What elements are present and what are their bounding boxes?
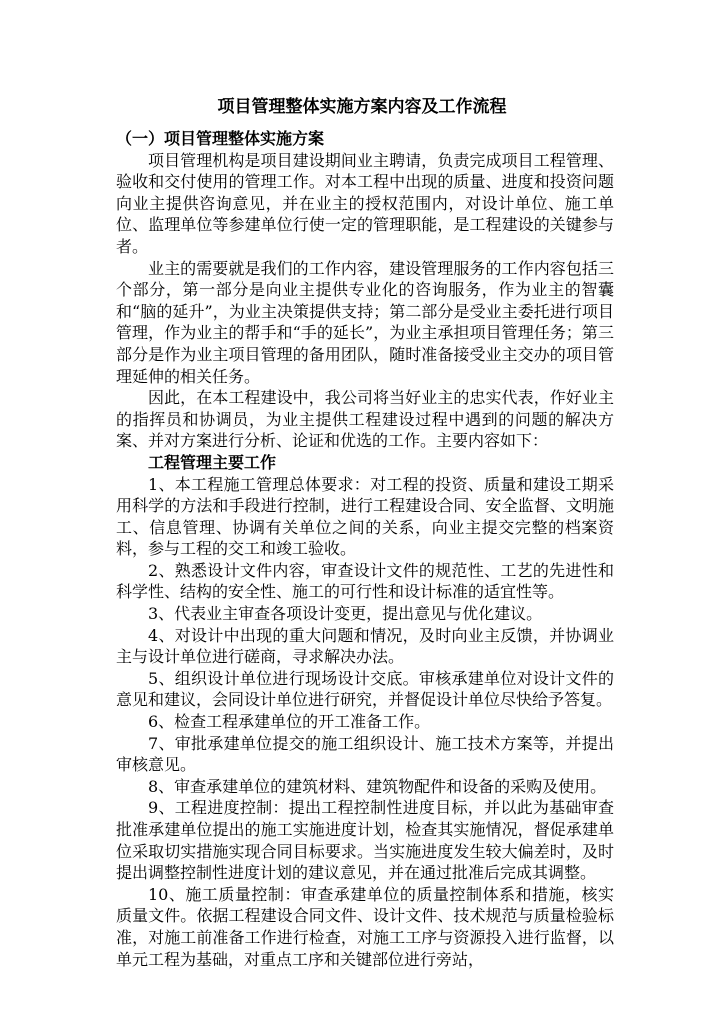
list-item: 9、工程进度控制：提出工程控制性进度目标，并以此为基础审查批准承建单位提出的施工实施进度计划，检查其实施情况，督促承建单位采取切实措施实现合同目标要求。当实施进度发生较大偏差时，及时提出调整控制性进度计划的建议意见，并在通过批准后完成其调整。	[116, 798, 614, 883]
list-item: 6、检查工程承建单位的开工准备工作。	[148, 712, 431, 732]
paragraph: 项目管理机构是项目建设期间业主聘请，负责完成项目工程管理、验收和交付使用的管理工作。对本工程中出现的质量、进度和投资问题向业主提供咨询意见，并在业主的授权范围内，对设计单位、施工单位、监理单位等参建单位行使一定的管理职能，是工程建设的关键参与者。	[116, 150, 614, 256]
list-item: 4、对设计中出现的重大问题和情况，及时向业主反馈，并协调业主与设计单位进行磋商，寻求解决办法。	[116, 625, 614, 667]
list-item: 10、施工质量控制：审查承建单位的质量控制体系和措施，核实质量文件。依据工程建设合同文件、设计文件、技术规范与质量检验标准，对施工前准备工作进行检查，对施工工序与资源投入进行监督，以单元工程为基础，对重点工序和关键部位进行旁站，	[116, 884, 614, 969]
list-item: 3、代表业主审查各项设计变更，提出意见与优化建议。	[148, 604, 543, 624]
list-item: 5、组织设计单位进行现场设计交底。审核承建单位对设计文件的意见和建议，会同设计单位进行研究，并督促设计单位尽快给予答复。	[116, 668, 614, 710]
list-item: 8、审查承建单位的建筑材料、建筑物配件和设备的采购及使用。	[148, 776, 607, 796]
paragraph: 因此，在本工程建设中，我公司将当好业主的忠实代表，作好业主的指挥员和协调员，为业主提供工程建设过程中遇到的问题的解决方案、并对方案进行分析、论证和优选的工作。主要内容如下：	[116, 388, 614, 451]
document-body	[116, 128, 614, 970]
document-title: 项目管理整体实施方案内容及工作流程	[217, 97, 507, 117]
list-item: 7、审批承建单位提交的施工组织设计、施工技术方案等，并提出审核意见。	[116, 733, 614, 775]
list-item: 1、本工程施工管理总体要求：对工程的投资、质量和建设工期采用科学的方法和手段进行控制，进行工程建设合同、安全监督、文明施工、信息管理、协调有关单位之间的关系，向业主提交完整的档案资料，参与工程的交工和竣工验收。	[116, 474, 614, 559]
paragraph: 业主的需要就是我们的工作内容，建设管理服务的工作内容包括三个部分，第一部分是向业主提供专业化的咨询服务，作为业主的智囊和“脑的延升”，为业主决策提供支持；第二部分是受业主委托进行项目管理，作为业主的帮手和“手的延长”，为业主承担项目管理任务；第三部分是作为业主项目管理的备用团队，随时准备接受业主交办的项目管理延伸的相关任务。	[116, 258, 614, 386]
section-heading: （一）项目管理整体实施方案	[116, 129, 325, 148]
list-item: 2、熟悉设计文件内容，审查设计文件的规范性、工艺的先进性和科学性、结构的安全性、施工的可行性和设计标准的适宜性等。	[116, 560, 614, 602]
subheading: 工程管理主要工作	[148, 452, 277, 472]
